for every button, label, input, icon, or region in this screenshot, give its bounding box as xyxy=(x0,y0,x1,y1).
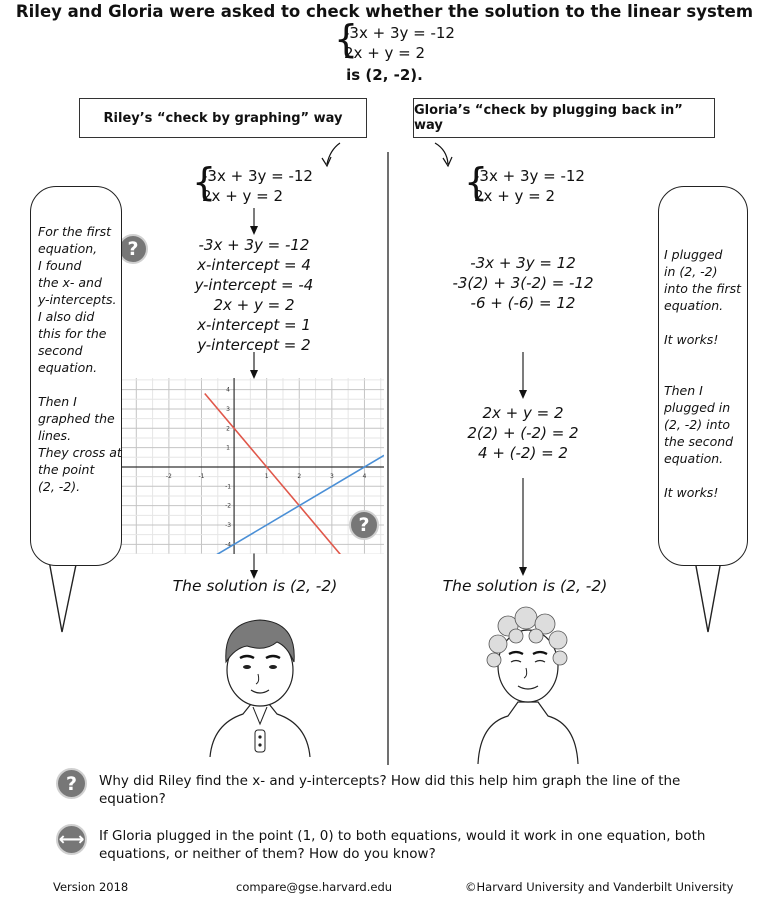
gloria-portrait xyxy=(468,604,588,764)
question-icon[interactable]: ? xyxy=(118,234,148,264)
footer-email[interactable]: compare@gse.harvard.edu xyxy=(236,880,393,894)
gloria-steps-second xyxy=(428,403,618,463)
gloria-equation-2: 2x + y = 2 xyxy=(474,187,556,205)
linear-system: { -3x + 3y = -12 2x + y = 2 xyxy=(334,23,484,63)
riley-equation-2: 2x + y = 2 xyxy=(202,187,284,205)
y-tick-label: 3 xyxy=(226,405,230,413)
gloria-bubble-text: I plugged in (2, -2) into the first equation. It works! Then I plugged in (2, -2) into the second equation. It works! xyxy=(664,247,742,500)
claimed-solution: is (2, -2). xyxy=(346,66,423,84)
riley-step: 2x + y = 2 xyxy=(213,296,295,314)
gloria-header: Gloria’s “check by plugging back in” way xyxy=(413,98,715,138)
gloria-step: -3(2) + 3(-2) = -12 xyxy=(452,274,594,292)
gloria-equation-1: -3x + 3y = -12 xyxy=(474,167,585,185)
equation-1: -3x + 3y = -12 xyxy=(344,24,455,42)
riley-system: { -3x + 3y = -12 2x + y = 2 xyxy=(192,166,342,206)
x-tick-label: 4 xyxy=(362,472,367,480)
y-tick-label: -1 xyxy=(225,483,232,491)
gloria-step: 4 + (-2) = 2 xyxy=(478,444,568,462)
riley-equation-1: -3x + 3y = -12 xyxy=(202,167,313,185)
gloria-step: -3x + 3y = 12 xyxy=(470,254,576,272)
x-tick-label: 1 xyxy=(264,472,269,480)
compare-arrows-icon[interactable]: ⟷ xyxy=(56,824,87,855)
y-tick-label: 4 xyxy=(226,386,230,394)
riley-step: y-intercept = 2 xyxy=(197,336,311,354)
x-tick-label: 2 xyxy=(297,472,302,480)
gloria-solution: The solution is (2, -2) xyxy=(442,577,608,595)
question-2-text: If Gloria plugged in the point (1, 0) to both equations, would it work in one equation, both equations, or neither of them? How do you know? xyxy=(99,828,706,862)
gloria-steps-first xyxy=(428,253,618,313)
equation-2: 2x + y = 2 xyxy=(344,44,426,62)
page-title: Riley and Gloria were asked to check whether the solution to the linear system xyxy=(15,2,754,21)
y-tick-label: 2 xyxy=(226,425,230,433)
y-tick-label: 1 xyxy=(226,444,230,452)
riley-step: x-intercept = 4 xyxy=(197,256,311,274)
gloria-step: 2x + y = 2 xyxy=(482,404,564,422)
question-icon[interactable]: ? xyxy=(349,510,379,540)
x-tick-label: -1 xyxy=(198,472,205,480)
x-tick-label: -2 xyxy=(165,472,172,480)
footer-copyright: ©Harvard University and Vanderbilt University xyxy=(465,880,734,894)
riley-step: -3x + 3y = -12 xyxy=(198,236,310,254)
y-tick-label: -3 xyxy=(225,521,232,529)
question-1-text: Why did Riley find the x- and y-intercepts? How did this help him graph the line of the equation? xyxy=(99,773,681,807)
riley-step: x-intercept = 1 xyxy=(197,316,311,334)
riley-step: y-intercept = -4 xyxy=(194,276,314,294)
y-tick-label: -4 xyxy=(225,541,232,549)
x-tick-label: 3 xyxy=(329,472,334,480)
riley-header: Riley’s “check by graphing” way xyxy=(79,98,367,138)
gloria-step: 2(2) + (-2) = 2 xyxy=(467,424,579,442)
riley-portrait xyxy=(195,612,325,757)
question-icon[interactable]: ? xyxy=(56,768,87,799)
gloria-system: { -3x + 3y = -12 2x + y = 2 xyxy=(464,166,614,206)
riley-bubble-text: For the first equation, I found the x- and y-intercepts. I also did this for the second equation. Then I graphed the lines. They cross at the point (2, -2). xyxy=(38,224,122,494)
y-tick-label: -2 xyxy=(225,502,232,510)
footer-version: Version 2018 xyxy=(53,880,129,894)
riley-solution: The solution is (2, -2) xyxy=(172,577,338,595)
gloria-step: -6 + (-6) = 12 xyxy=(470,294,576,312)
